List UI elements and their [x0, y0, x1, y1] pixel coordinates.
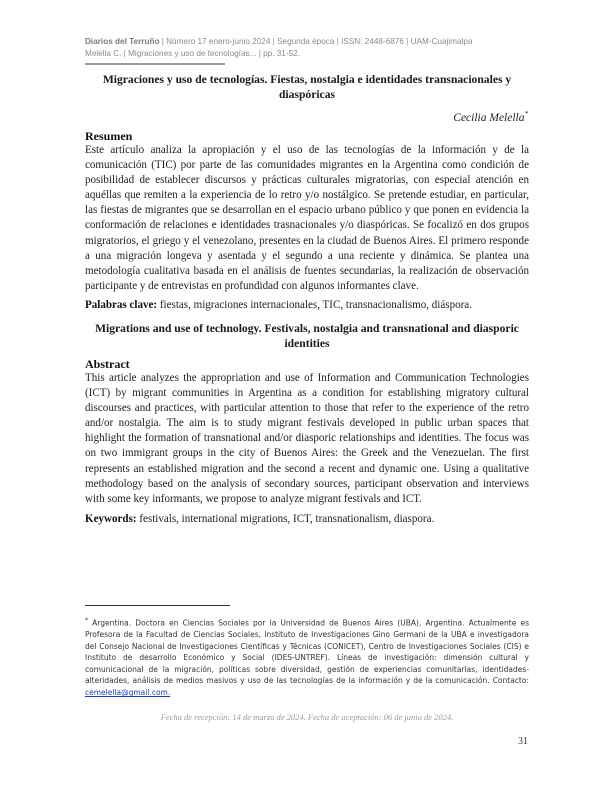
abstract-heading: Abstract: [85, 357, 130, 371]
reception-dates: Fecha de recepción: 14 de marzo de 2024. Fecha de aceptación: 06 de junio de 2024.: [160, 712, 454, 722]
contact-email-link[interactable]: cemelella@gmail.com.: [85, 688, 171, 698]
author-text: Cecilia Melella: [453, 111, 525, 124]
journal-name: Diarios del Terruño: [85, 37, 160, 46]
palabras-clave: [85, 298, 529, 313]
keywords-list: festivals, international migrations, ICT, transnationalism, diaspora.: [136, 513, 435, 525]
footnote-divider: [85, 605, 230, 606]
resumen-body: Este artículo analiza la apropiación y el uso de las tecnologías de la información y de la comunicación (TIC) por parte de las comunidades migrantes en la Argentina como condición de posibilidad de establecer discursos y prácticas culturales migratorias, con especial atención en aquéllas que remiten a la experiencia de lo retro y/o nostálgico. Se pretende estudiar, en particular, las fiestas de migrantes que se desarrollan en el espacio urbano público y que ponen en evidencia la conformación de relaciones e identidades trasnacionales y/o diaspóricas. Se focalizó en dos grupos migratorios, el griego y el venezolano, presentes en la ciudad de Buenos Aires. El primero responde a una migración longeva y asentada y el segundo a una reciente y dinámica. Se plantea una metodología cualitativa basada en el análisis de fuentes secundarias, la realización de observación participante y de entrevistas en profundidad con algunos informantes clave.: [85, 144, 529, 292]
keywords-label: Keywords:: [85, 513, 137, 525]
header-line-2: Melella C. | Migraciones y uso de tecnologías... | pp. 31-52.: [85, 49, 300, 58]
author-footnote: [85, 615, 529, 699]
author-name: [453, 110, 528, 124]
footnote-text: Argentina. Doctora en Ciencias Sociales por la Universidad de Buenos Aires (UBA), Argentina. Actualmente es Profesora de la Facultad de Ciencias Sociales, Instituto de Investigaciones Gino Germani de la UBA e investigadora del Consejo Nacional de Investigaciones Científicas y Técnicas (CONICET), Centro de Investigaciones Sociales (CIS) e Instituto de desarrollo Económico y Social (IDES-UNTREF). Líneas de investigación: dimensión cultural y comunicacional de la migración, políticas sobre diversidad, gestión de experiencias comunitarias, identidades-alteridades, análisis de medios masivos y uso de las tecnologías de la información y de la comunicación. Contacto:: [85, 618, 529, 686]
resumen-heading: Resumen: [85, 129, 133, 143]
header-divider: [85, 63, 225, 65]
header-line-1: [85, 36, 535, 48]
abstract-body: This article analyzes the appropriation and use of Information and Communication Technologies (ICT) by migrant communities in Argentina as a condition for establishing migratory cultural discourses and practices, with particular attention to those that refer to the experience of the retro and/or nostalgia. The aim is to study migrant festivals developed in public urban spaces that highlight the formation of transnational and/or diasporic relationships and identities. The focus was on two immigrant groups in the city of Buenos Aires: the Greek and the Venezuelan. The first represents an established migration and the second a recent and dynamic one. Using a qualitative methodology based on the analysis of secondary sources, participant observation and interviews with some key informants, we propose to analyze migrant festivals and ICT.: [85, 372, 529, 505]
author-footnote-mark[interactable]: *: [524, 110, 528, 118]
page-number: 31: [518, 736, 528, 747]
keywords: [85, 512, 529, 527]
palabras-clave-list: fiestas, migraciones internacionales, TIC, transnacionalismo, diáspora.: [157, 299, 472, 311]
spanish-title: Migraciones y uso de tecnologías. Fiestas, nostalgia e identidades transnacionales y diaspóricas: [102, 73, 512, 101]
palabras-clave-label: Palabras clave:: [85, 299, 158, 311]
issue-info: | Número 17 enero-junio 2024 | Segunda época | ISSN: 2448-6876 | UAM-Cuajimalpa: [159, 37, 473, 46]
english-title: Migrations and use of technology. Festivals, nostalgia and transnational and diasporic identities: [95, 322, 519, 350]
footnote-mark: *: [85, 617, 88, 624]
running-header: [85, 36, 535, 60]
